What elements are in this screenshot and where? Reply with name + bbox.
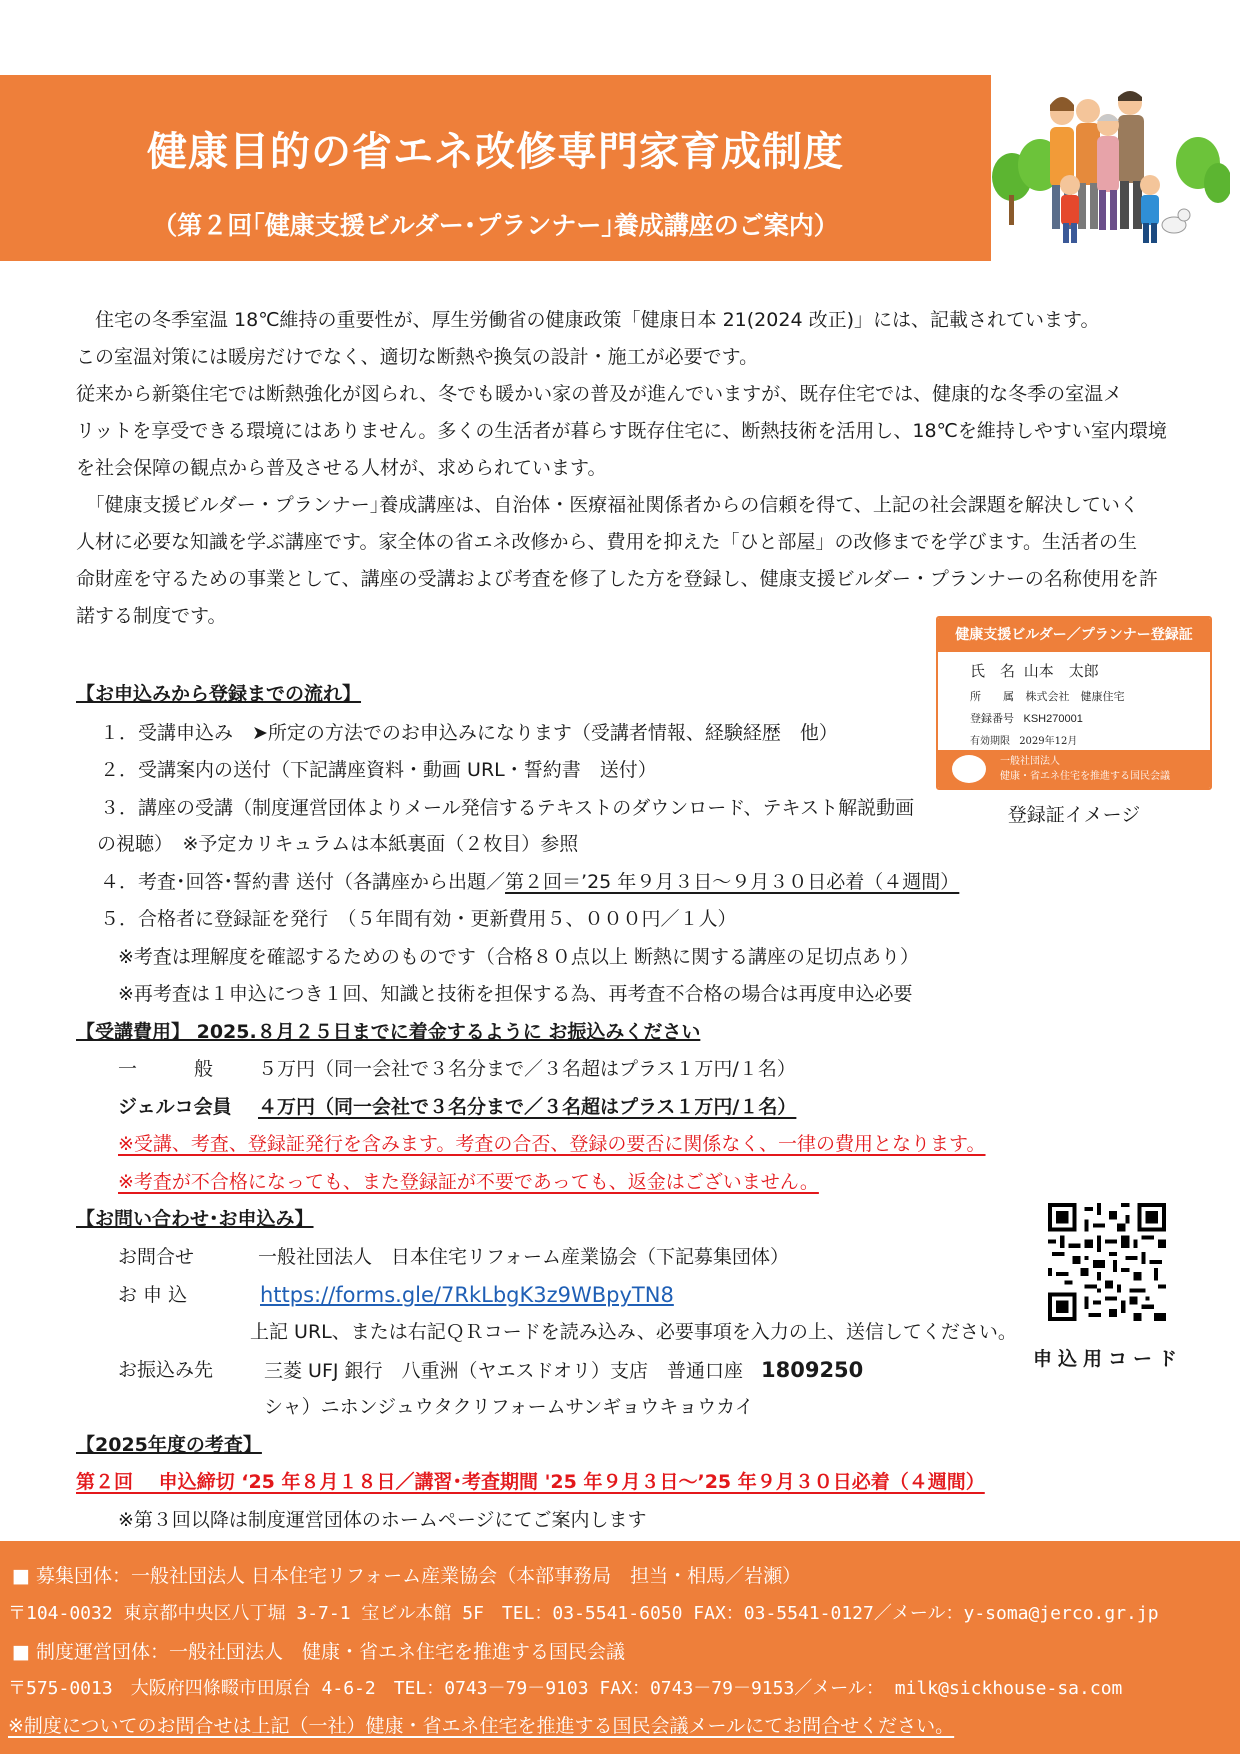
footer-recruiter: ■ 募集団体：一般社団法人 日本住宅リフォーム産業協会（本部事務局 担当・相馬／岩瀬） (12, 1565, 802, 1587)
certificate-number-value: KSH270001 (1023, 713, 1083, 725)
flow-step-4-text: ４．考査･回答･誓約書 送付（各講座から出題／ (100, 871, 506, 893)
fee-general (118, 1056, 796, 1082)
intro-line: 住宅の冬季室温 18℃維持の重要性が、厚生労働省の健康政策「健康日本 21(2024 改正)」には、記載されています。 (76, 309, 1100, 331)
apply-form-link[interactable]: https://forms.gle/7RkLbgK3z9WBpyTN8 (260, 1283, 674, 1307)
intro-line: 命財産を守るための事業として、講座の受講および考査を修了した方を登録し、健康支援ビルダー・プランナーの名称使用を許 (76, 568, 1158, 590)
organization-logo-icon (952, 755, 986, 783)
flow-step-1: １．受講申込み ➤所定の方法でのお申込みになります（受講者情報、経験経歴 他） (100, 722, 838, 744)
footer-operator-address: 〒575-0013 大阪府四條畷市田原台 4-6-2 TEL：0743－79－9103 FAX：0743－79－9153／メール： milk@sickhouse-sa.com (8, 1678, 1123, 1699)
certificate-expiry-row (970, 732, 1077, 747)
family-illustration (990, 85, 1230, 255)
certificate-name-label: 氏 名 (970, 662, 1016, 680)
qr-caption: 申込用コード (1032, 1348, 1183, 1370)
certificate-expiry-label: 有効期限 (970, 736, 1010, 747)
page-subtitle: （第２回｢健康支援ビルダー･プランナー｣養成講座のご案内） (152, 211, 839, 240)
mother-hair (1050, 97, 1074, 111)
child-body (1061, 195, 1079, 225)
boy-head (1140, 175, 1160, 195)
contact-bank-value: 三菱 UFJ 銀行 八重洲（ヤエスドオリ）支店 普通口座 (264, 1360, 743, 1382)
father-body (1118, 115, 1144, 183)
certificate-org-line2: 健康・省エネ住宅を推進する国民会議 (1000, 771, 1170, 782)
flow-step-4-deadline: 第２回＝’25 年９月３日～９月３０日必着（４週間） (505, 871, 960, 893)
fee-note-red-1: ※受講、考査、登録証発行を含みます。考査の合否、登録の要否に関係なく、一律の費用となります。 (118, 1133, 986, 1155)
fee-member (118, 1094, 796, 1120)
certificate-affil-label: 所 属 (970, 690, 1014, 703)
flow-step-3: ３．講座の受講（制度運営団体よりメール発信するテキストのダウンロード、テキスト解説動画 (100, 797, 915, 819)
contact-inquiry-label: お問合せ (118, 1246, 195, 1268)
contact-inquiry-value: 一般社団法人 日本住宅リフォーム産業協会（下記募集団体） (258, 1246, 790, 1268)
flow-step-3-cont: の視聴） ※予定カリキュラムは本紙裏面（２枚目）参照 (97, 833, 579, 855)
certificate-caption: 登録証イメージ (1007, 804, 1141, 826)
certificate-affil-value: 株式会社 健康住宅 (1025, 690, 1125, 703)
certificate-affil-row (970, 688, 1125, 704)
certificate-name-value: 山本 太郎 (1023, 662, 1099, 680)
exam-note: ※第３回以降は制度運営団体のホームページにてご案内します (118, 1509, 647, 1531)
certificate-number-row (970, 710, 1083, 726)
fee-member-label: ジェルコ会員 (118, 1096, 232, 1118)
intro-line: を社会保障の観点から普及させる人材が、求められています。 (76, 457, 607, 479)
fee-general-value: ５万円（同一会社で３名分まで／３名超はプラス１万円/１名） (258, 1058, 796, 1080)
certificate-expiry-value: 2029年12月 (1019, 736, 1078, 747)
intro-line: ｢健康支援ビルダー・プランナー｣養成講座は、自治体・医療福祉関係者からの信頼を得て、上記の社会課題を解決していく (76, 494, 1139, 516)
contact-bank-account: 1809250 (761, 1358, 864, 1382)
tree-trunk (1009, 195, 1014, 225)
fee-note-red-2: ※考査が不合格になっても、また登録証が不要であっても、返金はございません。 (118, 1171, 819, 1193)
certificate-header: 健康支援ビルダー／プランナー登録証 (938, 618, 1210, 652)
flow-note-1: ※考査は理解度を確認するためのものです（合格８０点以上 断熱に関する講座の足切点あり） (118, 946, 919, 968)
intro-paragraph (76, 302, 1166, 635)
flow-step-5: ５．合格者に登録証を発行 （５年間有効・更新費用５、０００円／１人） (100, 908, 737, 930)
contact-bank-kana: シャ）ニホンジュウタクリフォームサンギョウキョウカイ (264, 1396, 754, 1418)
qr-code-icon[interactable] (1048, 1203, 1166, 1321)
intro-line: 従来から新築住宅では断熱強化が図られ、冬でも暖かい家の普及が進んでいますが、既存住宅では、健康的な冬季の室温メ (76, 383, 1123, 405)
certificate-number-label: 登録番号 (970, 712, 1014, 725)
certificate-footer (938, 750, 1210, 788)
flow-note-2: ※再考査は１申込につき１回、知識と技術を担保する為、再考査不合格の場合は再度申込必要 (118, 983, 913, 1005)
footer (0, 1541, 1240, 1754)
registration-certificate (936, 616, 1212, 790)
footer-recruiter-address: 〒104-0032 東京都中央区八丁堀 3-7-1 宝ビル本館 5F TEL：03-5541-6050 FAX：03-5541-0127／メール：y-soma@jerco.gr.jp (8, 1603, 1159, 1624)
fee-heading: 【受講費用】 2025.８月２５日までに着金するように お振込みください (76, 1021, 701, 1043)
fee-general-label: 一 般 (118, 1058, 214, 1080)
contact-bank (264, 1357, 863, 1384)
boy-body (1141, 195, 1159, 225)
footer-inquiry-note: ※制度についてのお問合せは上記（一社）健康・省エネ住宅を推進する国民会議メールにてお問合せください。 (8, 1715, 955, 1737)
intro-line: 諾する制度です。 (76, 605, 227, 627)
fee-member-value: ４万円（同一会社で３名分まで／３名超はプラス１万円/１名） (258, 1096, 797, 1118)
contact-apply-note: 上記 URL、または右記ＱＲコードを読み込み、必要事項を入力の上、送信してください。 (250, 1321, 1017, 1343)
footer-operator: ■ 制度運営団体：一般社団法人 健康・省エネ住宅を推進する国民会議 (12, 1641, 625, 1663)
child-head (1060, 175, 1080, 195)
grandpa-head (1076, 99, 1100, 123)
certificate-name-row (970, 660, 1099, 681)
exam-heading: 【2025年度の考査】 (76, 1434, 262, 1456)
contact-heading: 【お問い合わせ･お申込み】 (76, 1208, 314, 1230)
exam-schedule: 第２回 申込締切 ‘25 年８月１８日／講習･考査期間 '25 年９月３日～’25 年９月３０日必着（４週間） (76, 1471, 985, 1493)
grandma-body (1097, 136, 1119, 192)
page-title: 健康目的の省エネ改修専門家育成制度 (147, 129, 844, 175)
flow-step-4 (100, 869, 959, 895)
flow-heading: 【お申込みから登録までの流れ】 (76, 683, 362, 705)
contact-bank-label: お振込み先 (118, 1359, 214, 1381)
intro-line: リットを享受できる環境にはありません。多くの生活者が暮らす既存住宅に、断熱技術を活用し、18℃を維持しやすい室内環境 (76, 420, 1167, 442)
certificate-org-line1: 一般社団法人 (1000, 756, 1060, 767)
flow-step-2: ２．受講案内の送付（下記講座資料・動画 URL・誓約書 送付） (100, 759, 657, 781)
grandpa-body (1076, 123, 1100, 185)
intro-line: 人材に必要な知識を学ぶ講座です。家全体の省エネ改修から、費用を抑えた「ひと部屋」の改修までを学びます。生活者の生 (76, 531, 1137, 553)
intro-line: この室温対策には暖房だけでなく、適切な断熱や換気の設計・施工が必要です。 (76, 346, 759, 368)
contact-apply-label: お 申 込 (118, 1284, 188, 1306)
